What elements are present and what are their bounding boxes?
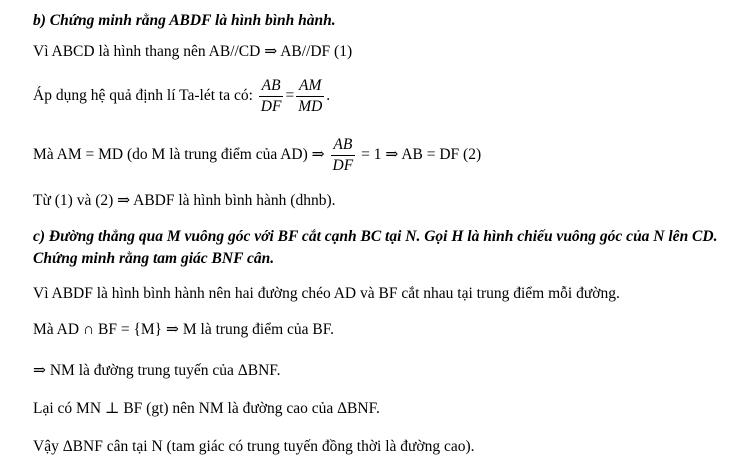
part-b-line-4: Từ (1) và (2) ⇒ ABDF là hình bình hành (dhnb).	[33, 192, 336, 209]
fraction-denominator: DF	[260, 98, 282, 115]
part-c-heading: c) Đường thẳng qua M vuông góc với BF cắt cạnh BC tại N. Gọi H là hình chiếu vuông góc của N lên CD. Chứng minh rằng tam giác BNF cân.	[33, 228, 718, 267]
fraction-numerator: AB	[259, 76, 284, 97]
part-c-line-5: Vậy ΔBNF cân tại N (tam giác có trung tuyến đồng thời là đường cao).	[33, 438, 475, 455]
part-b-line-3-before: Mà AM = MD (do M là trung điểm của AD) ⇒	[33, 146, 325, 164]
fraction-ab-df-2	[331, 135, 356, 176]
part-b-line-1: Vì ABCD là hình thang nên AB//CD ⇒ AB//DF (1)	[33, 43, 353, 60]
fraction-denominator: DF	[332, 157, 354, 174]
part-c-line-2: Mà AD ∩ BF = {M} ⇒ M là trung điểm của BF.	[33, 321, 335, 338]
part-c-line-3: ⇒ NM là đường trung tuyến của ΔBNF.	[33, 362, 281, 379]
fraction-numerator: AM	[296, 76, 324, 97]
part-c-line-4: Lại có MN ⊥ BF (gt) nên NM là đường cao của ΔBNF.	[33, 400, 380, 417]
part-b-line-3-after: = 1 ⇒ AB = DF (2)	[361, 146, 482, 164]
equals-sign: =	[285, 87, 295, 105]
period: .	[326, 87, 331, 105]
fraction-numerator: AB	[331, 135, 356, 156]
part-c-line-1: Vì ABDF là hình bình hành nên hai đường chéo AD và BF cắt nhau tại trung điểm mỗi đường.	[33, 285, 620, 302]
part-b-heading: b) Chứng minh rằng ABDF là hình bình hành.	[33, 12, 336, 29]
part-b-line-2-text: Áp dụng hệ quả định lí Ta-lét ta có:	[33, 87, 253, 105]
part-b-line-2	[33, 76, 330, 117]
part-b-line-3	[33, 135, 481, 176]
fraction-denominator: MD	[298, 98, 323, 115]
fraction-ab-df	[259, 76, 284, 117]
fraction-am-md	[296, 76, 324, 117]
